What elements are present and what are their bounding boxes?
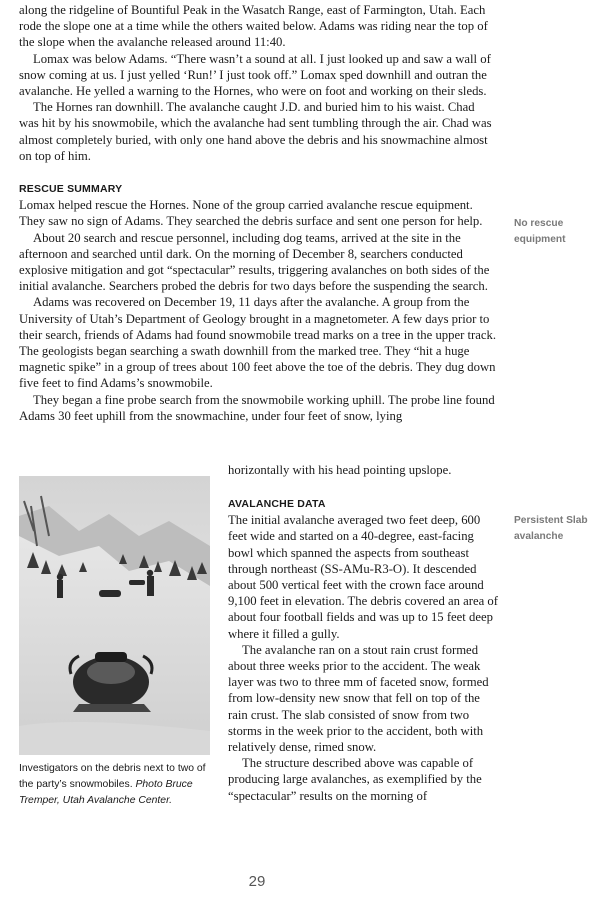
avalanche-data-paragraph: The avalanche ran on a stout rain crust formed about three weeks prior to the accident. The weak layer was two to three mm of faceted snow, formed from low-density new snow that fell on top of the rain crust. The slab consisted of snow from two storms in the week prior to the accident, both with relatively dense, rimed snow. [228, 642, 489, 755]
caption-credit: Photo Bruce Tremper, Utah Avalanche Center. [19, 779, 193, 807]
rescue-paragraph: They began a fine probe search from the snowmobile working uphill. The probe line found Adams 30 feet uphill from the snowmachine, under four feet of snow, lying [19, 392, 495, 423]
page-number: 29 [248, 873, 266, 890]
side-note-line: Persistent Slab [514, 515, 588, 526]
rescue-summary-heading: RESCUE SUMMARY [19, 183, 123, 196]
rescue-continuation: horizontally with his head pointing upslope. [228, 463, 452, 477]
rescue-paragraph: Lomax helped rescue the Hornes. None of the group carried avalanche rescue equipment. They saw no sign of Adams. They searched the debris surface and sent one person for help. [19, 198, 483, 229]
side-note-no-rescue [514, 216, 566, 249]
photo-caption [19, 761, 219, 810]
intro-paragraph: Lomax was below Adams. “There wasn’t a sound at all. I just looked up and saw a wall of snow coming at us. I just yelled ‘Run!’ I just took off.” Lomax sped downhill and outran the avalanche. He yelled a warning to the Hornes, who were on foot and working on their sleds. [19, 51, 491, 99]
avalanche-data-heading: AVALANCHE DATA [228, 498, 326, 510]
avalanche-data-paragraph: The initial avalanche averaged two feet deep, 600 feet wide and started on a 40-degree, east-facing bowl which spanned the aspects from southeast through northeast (SS-AMu-R3-O). It descended about 500 vertical feet with the crown face around 9,100 feet in elevation. The debris covered an area of about four football fields and was up to 15 feet deep where it filled a gully. [228, 513, 498, 641]
side-note-line: equipment [514, 234, 566, 246]
avalanche-data-column [228, 496, 498, 804]
side-note-line: No rescue [514, 218, 564, 229]
intro-paragraph: The Hornes ran downhill. The avalanche caught J.D. and buried him to his waist. Chad was hit by his snowmobile, which the avalanche had sent tumbling through the air. Chad was almost completely buried, with only one hand above the debris and his snowmachine almost on top of him. [19, 100, 492, 163]
avalanche-debris-photo [19, 476, 210, 755]
rescue-paragraph: About 20 search and rescue personnel, including dog teams, arrived at the site in the afternoon and searched until dark. On the morning of December 8, searchers conducted explosive mitigation and got “spectacular” results, triggering avalanches on both sides of the initial avalanche. Searchers probed the debris for two days before the suspending the search. [19, 230, 490, 294]
side-note-persistent-slab [514, 513, 588, 546]
rescue-paragraph: Adams was recovered on December 19, 11 days after the avalanche. A group from the University of Utah’s Department of Geology brought in a magnetometer. A few days prior to their search, friends of Adams had found snowmobile tread marks on a tree in the upper track. The geologists began searching a swath downhill from the marked tree. They “hit a huge magnetic spike” in a group of trees about 100 feet above the toe of the debris. They dug down five feet to find Adams’s snowmobile. [19, 295, 497, 391]
main-column [19, 2, 497, 424]
avalanche-data-paragraph: The structure described above was capable of producing large avalanches, as exemplified by the “spectacular” results on the morning of [228, 756, 482, 803]
caption-text: Investigators on the debris next to two of the party’s snowmobiles. [19, 763, 206, 791]
intro-paragraph: along the ridgeline of Bountiful Peak in the Wasatch Range, east of Farmington, Utah. Each rode the slope one at a time while the others waited below. Adams was riding near the top of the slope when the avalanche released around 11:40. [19, 3, 488, 50]
side-note-line: avalanche [514, 531, 564, 543]
